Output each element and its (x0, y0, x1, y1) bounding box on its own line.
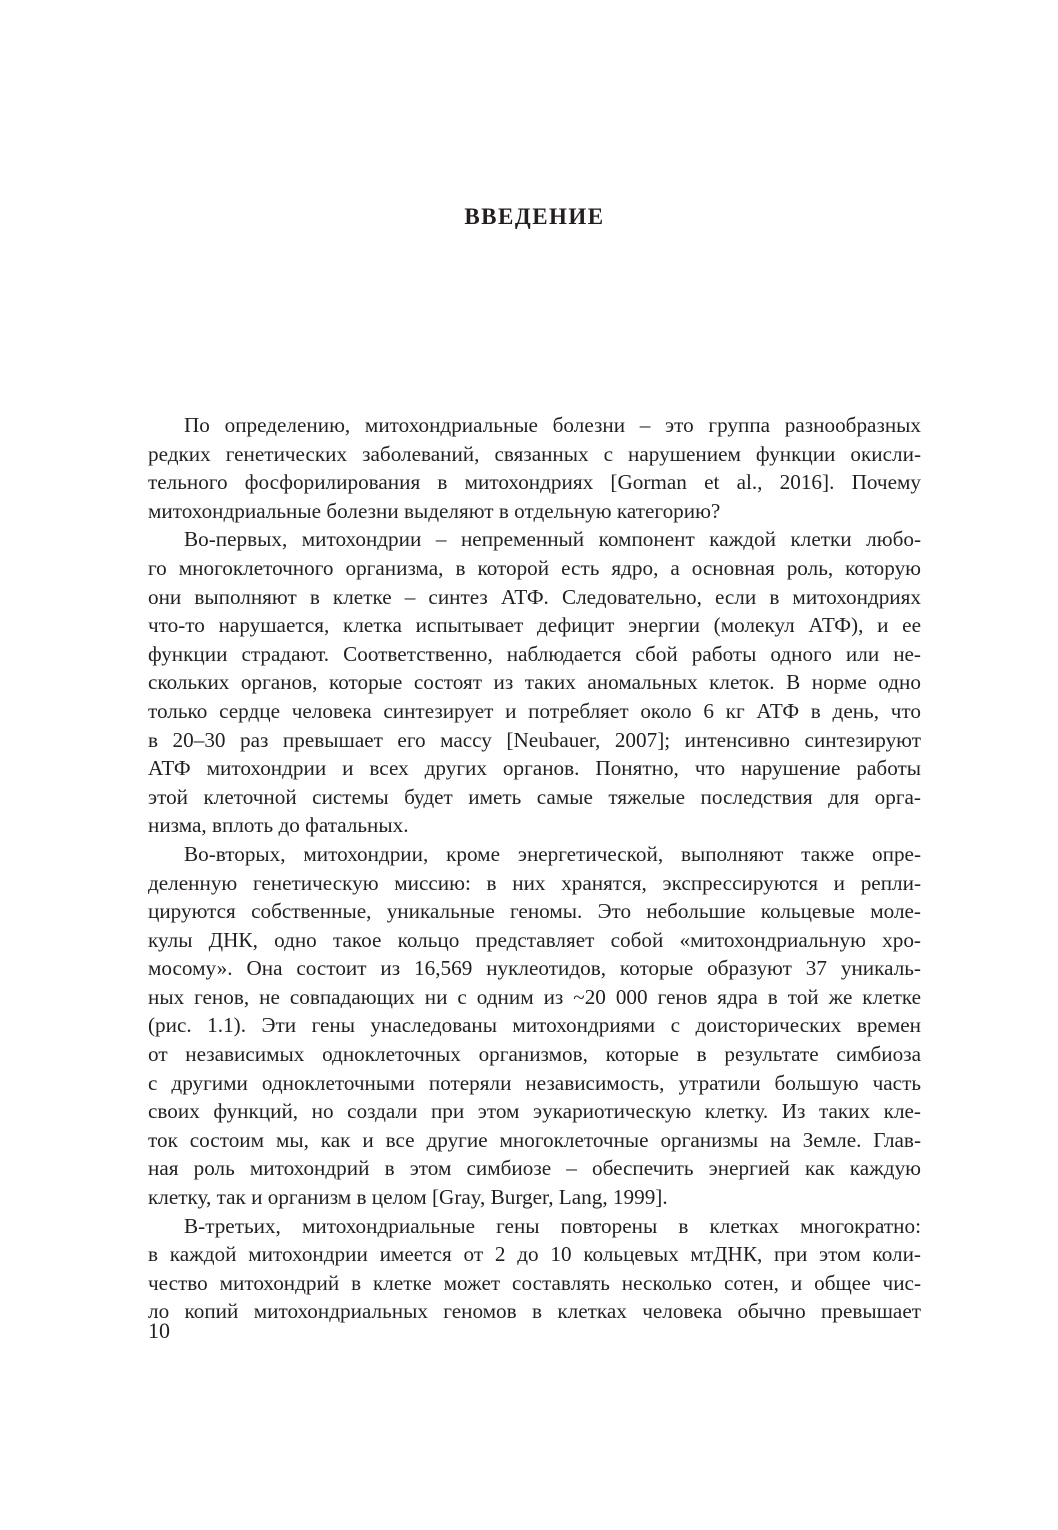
text-line: скольких органов, которые состоят из таких аномальных клеток. В норме одно (148, 670, 921, 695)
text-line: митохондриальные болезни выделяют в отдельную категорию? (148, 498, 721, 523)
text-line: ных генов, не совпадающих ни с одним из ~20 000 генов ядра в той же клетке (148, 984, 921, 1009)
text-line: только сердце человека синтезирует и потребляет около 6 кг АТФ в день, что (148, 698, 921, 723)
text-line: что-то нарушается, клетка испытывает дефицит энергии (молекул АТФ), и ее (148, 613, 921, 638)
text-line: клетку, так и организм в целом [Gray, Burger, Lang, 1999]. (148, 1185, 668, 1210)
text-line: Во-вторых, митохондрии, кроме энергетической, выполняют также опре- (184, 841, 921, 866)
text-line: АТФ митохондрии и всех других органов. Понятно, что нарушение работы (148, 756, 921, 781)
text-line: они выполняют в клетке – синтез АТФ. Следовательно, если в митохондриях (148, 584, 921, 609)
text-line: с другими одноклеточными потеряли независимость, утратили большую часть (148, 1070, 921, 1095)
text-line: функции страдают. Соответственно, наблюдается сбой работы одного или не- (148, 641, 921, 666)
text-line: ток состоим мы, как и все другие многоклеточные организмы на Земле. Глав- (148, 1127, 921, 1152)
text-line: По определению, митохондриальные болезни – это группа разнообразных (184, 413, 921, 437)
text-line: го многоклеточного организма, в которой есть ядро, а основная роль, которую (148, 555, 921, 580)
text-line: в каждой митохондрии имеется от 2 до 10 кольцевых мтДНК, при этом коли- (148, 1242, 921, 1267)
text-line: чество митохондрий в клетке может составлять несколько сотен, и общее чис- (148, 1270, 921, 1295)
text-line: деленную генетическую миссию: в них хранятся, экспрессируются и репли- (148, 870, 921, 895)
text-line: мосому». Она состоит из 16,569 нуклеотидов, которые образуют 37 уникаль- (148, 956, 921, 981)
text-line: тельного фосфорилирования в митохондриях [Gorman et al., 2016]. Почему (148, 470, 921, 495)
text-line: от независимых одноклеточных организмов, которые в результате симбиоза (148, 1042, 921, 1067)
text-line: кулы ДНК, одно такое кольцо представляет собой «митохондриальную хро- (148, 927, 921, 952)
text-line: своих функций, но создали при этом эукариотическую клетку. Из таких кле- (148, 1099, 921, 1124)
chapter-title: ВВЕДЕНИЕ (464, 204, 605, 229)
body-text (148, 411, 921, 1326)
text-line: цируются собственные, уникальные геномы. Это небольшие кольцевые моле- (148, 899, 921, 924)
text-line: (рис. 1.1). Эти гены унаследованы митохондриями с доисторических времен (148, 1013, 921, 1038)
text-line: в 20–30 раз превышает его массу [Neubauer, 2007]; интенсивно синтезируют (148, 727, 921, 752)
text-line: В-третьих, митохондриальные гены повторены в клетках многократно: (184, 1213, 921, 1238)
text-line: редких генетических заболеваний, связанных с нарушением функции окисли- (148, 441, 921, 466)
page-number: 10 (148, 1318, 170, 1343)
text-line: низма, вплоть до фатальных. (148, 813, 409, 838)
text-line: ная роль митохондрий в этом симбиозе – обеспечить энергией как каждую (148, 1156, 921, 1181)
text-line: ло копий митохондриальных геномов в клетках человека обычно превышает (148, 1299, 921, 1324)
text-line: Во-первых, митохондрии – непременный компонент каждой клетки любо- (184, 527, 921, 552)
text-line: этой клеточной системы будет иметь самые тяжелые последствия для орга- (148, 784, 921, 809)
